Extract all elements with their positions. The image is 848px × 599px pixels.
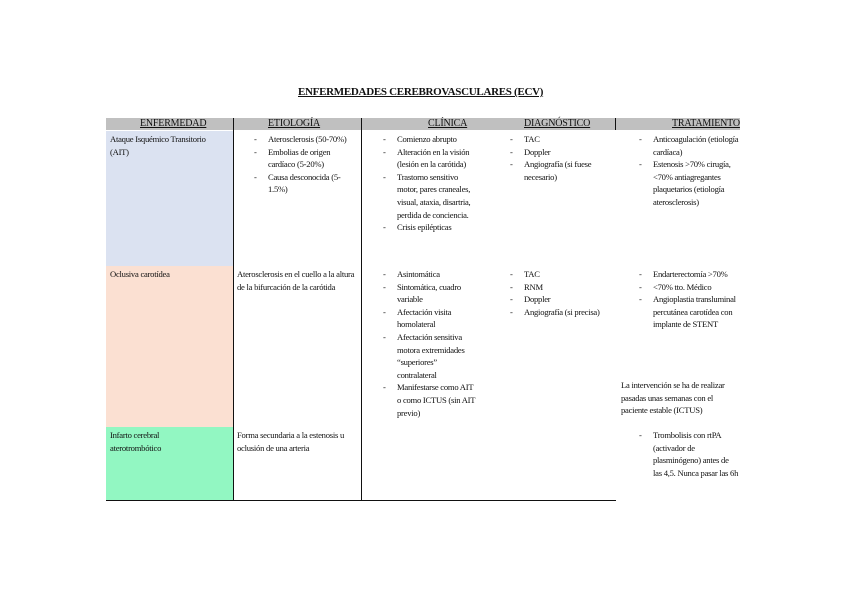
list-item: - Alteración en la visión (lesión en la carótida) — [381, 146, 477, 171]
grid-line — [361, 118, 362, 501]
header-etiologia: ETIOLOGÍA — [268, 118, 321, 129]
header-clinica: CLÍNICA — [428, 118, 468, 129]
row2-clinic-list — [381, 268, 477, 419]
row3-disease: Infarto cerebral aterotrombótico — [110, 430, 162, 453]
list-item: - Comienzo abrupto — [381, 133, 477, 146]
list-item: - Afectación sensitiva motora extremidades “superiores” contralateral — [381, 331, 477, 381]
list-item: - Causa desconocida (5-1.5%) — [252, 171, 356, 196]
list-item: - Crisis epilépticas — [381, 221, 477, 234]
list-item: - Trombolisis con rtPA (activador de plasminógeno) antes de las 4,5. Nunca pasar las 6h — [637, 429, 739, 479]
list-item: - Doppler — [508, 293, 612, 306]
row2-treatment-note: La intervención se ha de realizar pasadas unas semanas con el paciente estable (ICTUS) — [621, 380, 725, 416]
header-diagnostico: DIAGNÓSTICO — [524, 118, 591, 129]
document-title: ENFERMEDADES CEREBROVASCULARES (ECV) — [298, 86, 544, 98]
list-item: - Aterosclerosis (50-70%) — [252, 133, 356, 146]
list-item: - Endarterectomía >70% — [637, 268, 739, 281]
list-item: - Embolias de origen cardíaco (5-20%) — [252, 146, 356, 171]
list-item: - Anticoagulación (etiología cardíaca) — [637, 133, 739, 158]
row2-diagnosis-list — [508, 268, 612, 318]
header-enfermedad: ENFERMEDAD — [140, 118, 207, 129]
row1-diagnosis-list — [508, 133, 612, 183]
list-item: - Sintomática, cuadro variable — [381, 281, 477, 306]
list-item: - Trastorno sensitivo motor, pares craneales, visual, ataxia, disartria, perdida de conciencia. — [381, 171, 477, 221]
list-item: - Doppler — [508, 146, 612, 159]
row2-disease: Oclusiva carotídea — [110, 269, 170, 279]
list-item: - Asintomática — [381, 268, 477, 281]
list-item: - RNM — [508, 281, 612, 294]
list-item: - TAC — [508, 133, 612, 146]
list-item: - Angiografía (si precisa) — [508, 306, 612, 319]
grid-line — [615, 118, 616, 130]
table-bottom-border — [106, 500, 616, 501]
row1-etiology-list — [252, 133, 356, 196]
row3-etiology: Forma secundaria a la estenosis u oclusión de una arteria — [237, 430, 345, 453]
list-item: - Manifestarse como AIT o como ICTUS (sin AIT previo) — [381, 381, 477, 419]
row2-etiology: Aterosclerosis en el cuello a la altura de la bifurcación de la carótida — [237, 269, 355, 292]
row1-disease: Ataque Isquémico Transitorio (AIT) — [110, 134, 206, 157]
list-item: - Afectación visita homolateral — [381, 306, 477, 331]
row2-disease-bg — [106, 266, 233, 427]
row2-treatment-list — [637, 268, 739, 331]
row1-clinic-list — [381, 133, 477, 234]
list-item: - <70% tto. Médico — [637, 281, 739, 294]
list-item: - TAC — [508, 268, 612, 281]
row3-treatment-list — [637, 429, 739, 479]
list-item: - Estenosis >70% cirugía, <70% antiagregantes plaquetarios (etiología aterosclerosis) — [637, 158, 739, 208]
header-tratamiento: TRATAMIENTO — [672, 118, 740, 129]
list-item: - Angioplastia transluminal percutánea carotídea con implante de STENT — [637, 293, 739, 331]
row1-treatment-list — [637, 133, 739, 209]
grid-line — [233, 118, 234, 501]
list-item: - Angiografía (si fuese necesario) — [508, 158, 612, 183]
